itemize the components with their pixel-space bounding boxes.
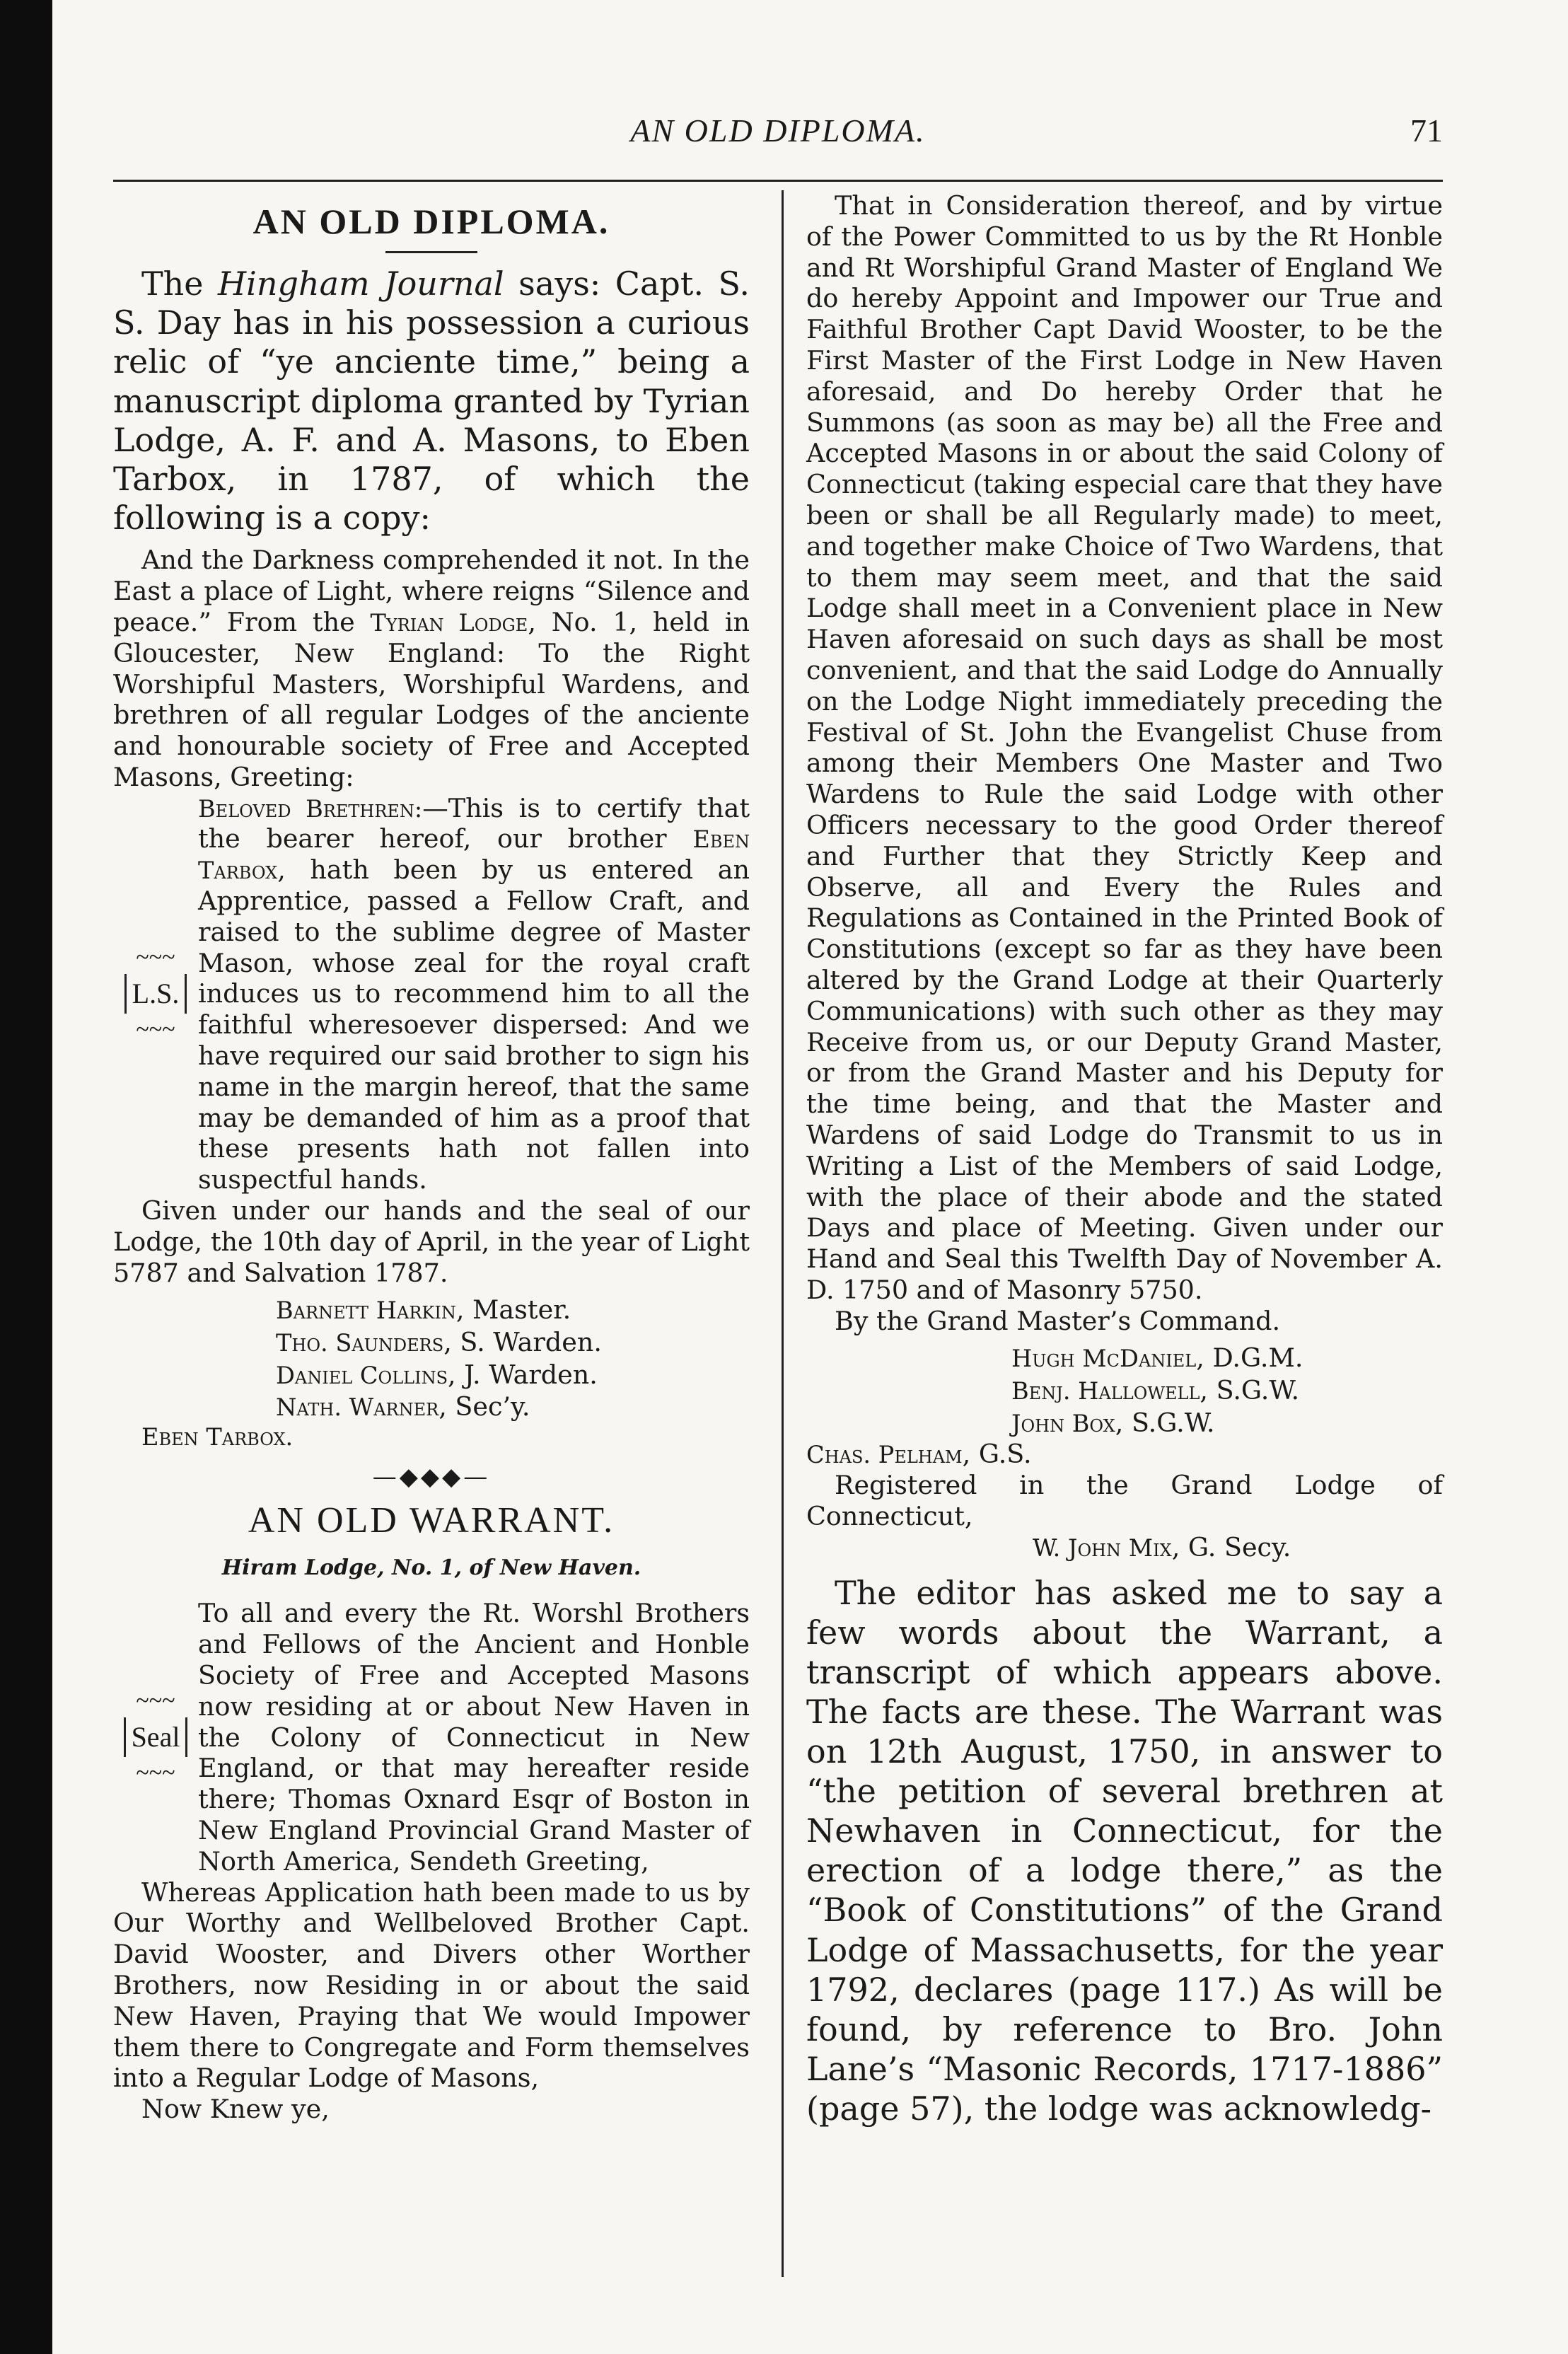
signer-role: , D.G.M. <box>1196 1343 1303 1374</box>
signer-name: Nath. Warner <box>276 1393 439 1422</box>
section-ornament: —◆◆◆— <box>372 1463 491 1492</box>
diploma-signatures <box>276 1294 750 1423</box>
signer-name: W. John Mix <box>1033 1533 1172 1562</box>
signer-role: , Sec’y. <box>439 1391 530 1422</box>
seal-flourish-bottom: ~~~ <box>136 1016 175 1043</box>
intro-text: The <box>141 265 219 303</box>
signer-name: Daniel Collins <box>276 1361 448 1389</box>
signature-secretary <box>276 1391 750 1423</box>
certification-text <box>198 793 750 1195</box>
signer-name: Tho. Saunders <box>276 1329 444 1357</box>
left-column <box>113 190 750 2128</box>
journal-name: Hingham Journal <box>218 265 504 303</box>
signer-name: Benj. Hallowell <box>1011 1377 1200 1405</box>
warrant-seal-mark <box>113 1598 198 1877</box>
page <box>113 106 1443 2128</box>
warrant-seal-block <box>113 1598 750 1877</box>
column-divider <box>782 190 784 2277</box>
given-under: Given under our hands and the seal of our Lodge, the 10th day of April, in the year of Light 5787 and Salvation 1787. <box>113 1195 750 1288</box>
signature-gs <box>806 1439 1443 1470</box>
running-head <box>113 106 1443 163</box>
seal-label: Seal <box>124 1717 188 1757</box>
seal-flourish-top: ~~~ <box>136 944 175 971</box>
signer-role: , Master. <box>455 1294 571 1326</box>
diploma-heading: AN OLD DIPLOMA. <box>252 202 610 241</box>
signature-sgw-2 <box>1011 1407 1443 1439</box>
registration-note: Registered in the Grand Lodge of Connecticut, <box>806 1470 1443 1531</box>
seal-flourish-bottom: ~~~ <box>136 1760 175 1787</box>
opening-text: And the Darkness comprehended it not. In the East a place of Light, where reigns “Silence and peace.” From the <box>113 545 750 637</box>
warrant-greeting: To all and every the Rt. Worshl Brothers and Fellows of the Ancient and Honble Society of Free and Accepted Masons now residing at or about New Haven in the Colony of Connecticut in New England, or that may hereafter reside there; Thomas Oxnard Esqr of Boston in New England Provincial Grand Master of North America, Sendeth Greeting, <box>198 1598 750 1877</box>
grand-master-command: By the Grand Master’s Command. <box>835 1305 1281 1336</box>
page-number: 71 <box>1410 112 1443 149</box>
warrant-whereas: Whereas Application hath been made to us by Our Worthy and Wellbeloved Brother Capt. David Wooster, and Divers other Worther Brothers, now Residing in or about the said New Haven, Praying that We would Impower them there to Congregate and Form themselves into a Regular Lodge of Masons, <box>113 1877 750 2094</box>
signer-role: , S.G.W. <box>1115 1407 1215 1438</box>
salutation: Beloved Brethren: <box>198 794 423 823</box>
scan-binding-edge <box>0 0 52 2354</box>
seal-label: L.S. <box>124 974 187 1014</box>
signature-dgm <box>1011 1342 1443 1374</box>
signer-name: John Box <box>1011 1409 1115 1437</box>
diploma-opening <box>113 545 750 792</box>
signature-senior-warden <box>276 1326 750 1359</box>
intro-text-cont: says: Capt. S. S. Day has in his possession a curious relic of “ye anciente time,” being a manuscript diploma granted by Tyrian Lodge, A. F. and A. Masons, to Eben Tarbox, in 1787, of which the following is a copy: <box>113 265 750 538</box>
diploma-seal-block <box>113 793 750 1195</box>
signer-role: , G. Secy. <box>1171 1531 1291 1562</box>
signature-master <box>276 1294 750 1326</box>
warrant-now-knew-ye: Now Knew ye, <box>141 2094 330 2125</box>
heading-rule <box>385 251 477 253</box>
signer-role: , S. Warden. <box>443 1327 602 1358</box>
running-title: AN OLD DIPLOMA. <box>630 112 926 149</box>
certification-part1: —This is to certify that the bearer hereof, our brother <box>198 792 750 854</box>
warrant-heading: AN OLD WARRANT. <box>248 1500 615 1541</box>
signer-role: , G.S. <box>962 1439 1032 1470</box>
certification-part2: , hath been by us entered an Apprentice, passed a Fellow Craft, and raised to the sublime degree of Master Mason, whose zeal for the royal craft induces us to recommend him to all the faithful wheresoever dispersed: And we have required our said brother to sign his name in the margin hereof, that the same may be demanded of him as a proof that these presents hath not fallen into suspectful hands. <box>198 854 750 1195</box>
signer-name: Hugh McDaniel <box>1011 1345 1197 1373</box>
diploma-intro <box>113 265 750 538</box>
registrar-signature <box>1033 1532 1443 1563</box>
bearer-name: Eben Tarbox <box>198 825 750 885</box>
warrant-subheading: Hiram Lodge, No. 1, of New Haven. <box>221 1555 641 1581</box>
warrant-signatures <box>1011 1342 1443 1439</box>
right-column <box>806 190 1443 2128</box>
warrant-consideration: That in Consideration thereof, and by virtue of the Power Committed to us by the Rt Honble and Rt Worshipful Grand Master of England We do hereby Appoint and Impower our True and Faithful Brother Capt David Wooster, to be the First Master of the First Lodge in New Haven aforesaid, and Do hereby Order that he Summons (as soon as may be) all the Free and Accepted Masons in or about the said Colony of Connecticut (taking especial care that they have been or shall be all Regularly made) to meet, and together make Choice of Two Wardens, that to them may seem meet, and that the said Lodge shall meet in a Convenient place in New Haven aforesaid on such days as shall be most convenient, and that the said Lodge do Annually on the Lodge Night immediately preceding the Festival of St. John the Evangelist Chuse from among their Members One Master and Two Wardens to Rule the said Lodge with other Officers necessary to the good Order thereof and Further that they Strictly Keep and Observe, all and Every the Rules and Regulations as Contained in the Printed Book of Constitutions (except so far as they have been altered by the Grand Lodge at their Quarterly Communications) with such other as they may Receive from us, or our Deputy Grand Master, or from the Grand Master and his Deputy for the time being, and that the Master and Wardens of said Lodge do Transmit to us in Writing a List of the Members of said Lodge, with the place of their abode and the stated Days and place of Meeting. Given under our Hand and Seal this Twelfth Day of November A. D. 1750 and of Masonry 5750. <box>806 190 1443 1305</box>
signer-role: , J. Warden. <box>448 1359 598 1390</box>
signature-junior-warden <box>276 1359 750 1391</box>
bearer-signature: Eben Tarbox. <box>141 1422 294 1451</box>
seal-mark <box>113 793 198 1195</box>
editor-commentary: The editor has asked me to say a few words about the Warrant, a transcript of which appears above. The facts are these. The Warrant was on 12th August, 1750, in answer to “the petition of several brethren at Newhaven in Connecticut, for the erection of a lodge there,” as the “Book of Constitutions” of the Grand Lodge of Massachusetts, for the year 1792, declares (page 117.) As will be found, by reference to Bro. John Lane’s “Masonic Records, 1717-1886” (page 57), the lodge was acknowledg- <box>806 1573 1443 2128</box>
signer-name: Barnett Harkin <box>276 1297 456 1325</box>
lodge-name: Tyrian Lodge <box>370 608 528 637</box>
two-column-body <box>113 190 1443 2128</box>
signature-sgw-1 <box>1011 1374 1443 1407</box>
opening-text-cont: , No. 1, held in Gloucester, New England: To the Right Worshipful Masters, Worshipful Wardens, and brethren of all regular Lodges of the anciente and honourable society of Free and Accepted Masons, Greeting: <box>113 606 750 792</box>
seal-flourish-top: ~~~ <box>136 1688 175 1715</box>
signer-role: , S.G.W. <box>1200 1375 1300 1406</box>
header-rule <box>113 180 1443 182</box>
signer-name: Chas. Pelham <box>806 1441 963 1469</box>
